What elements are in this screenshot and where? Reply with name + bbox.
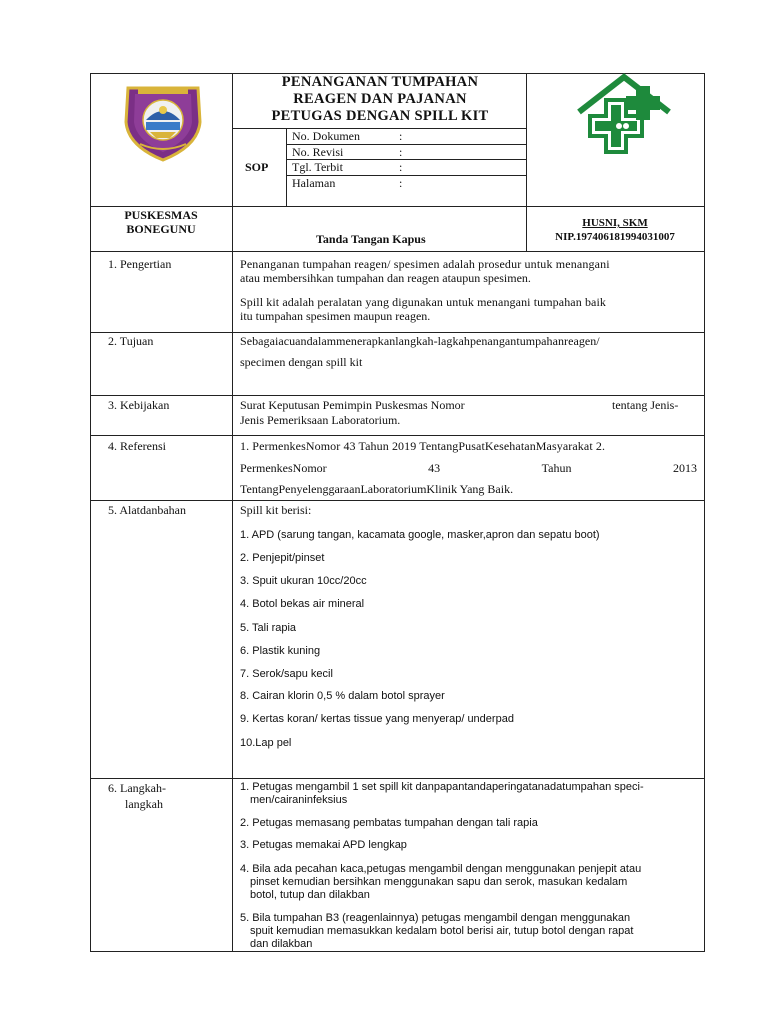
meta-label-halaman: Halaman	[292, 176, 336, 190]
row-divider-tujuan	[90, 395, 704, 396]
head-nip: NIP.197406181994031007	[555, 231, 675, 243]
section-label-langkah-2: langkah	[125, 797, 163, 811]
row-divider-alat	[90, 778, 704, 779]
referensi-line-2-part-1: PermenkesNomor	[240, 461, 327, 475]
meta-value-tgl-terbit: :	[399, 160, 403, 174]
institution-line-2: BONEGUNU	[126, 222, 196, 236]
referensi-line-2-part-3: Tahun	[541, 461, 572, 475]
table-border-left	[90, 73, 91, 952]
head-of-puskesmas	[528, 216, 702, 244]
alat-item: 8. Cairan klorin 0,5 % dalam botol sprayer	[240, 690, 445, 702]
kebijakan-line-1-right: tentang Jenis-	[612, 398, 679, 412]
langkah-step-line: 2. Petugas memasang pembatas tumpahan dengan tali rapia	[240, 817, 538, 829]
referensi-line-2-part-4: 2013	[672, 461, 697, 475]
table-border-bottom	[90, 951, 704, 952]
meta-value-no-revisi: :	[399, 145, 403, 159]
column-divider-main	[232, 73, 233, 952]
signature-label: Tanda Tangan Kapus	[316, 232, 426, 246]
crest-shield-icon	[120, 80, 206, 164]
sop-label: SOP	[245, 160, 269, 174]
alat-item: 9. Kertas koran/ kertas tissue yang menyerap/ underpad	[240, 713, 514, 725]
row-divider-institution	[90, 251, 704, 252]
meta-sop-divider	[286, 128, 287, 206]
head-name: HUSNI, SKM	[582, 217, 648, 229]
referensi-line-1: 1. PermenkesNomor 43 Tahun 2019 TentangPusatKesehatanMasyarakat 2.	[240, 439, 606, 453]
row-divider-referensi	[90, 500, 704, 501]
institution-line-1: PUSKESMAS	[124, 208, 198, 222]
langkah-step-line: botol, tutup dan dilakban	[250, 889, 370, 901]
section-label-pengertian: 1. Pengertian	[108, 257, 172, 271]
langkah-step-line: men/cairaninfeksius	[250, 794, 348, 806]
alat-intro: Spill kit berisi:	[240, 503, 312, 517]
langkah-step-line: spuit kemudian memasukkan kedalam botol berisi air, tutup botol dengan rapat	[250, 925, 634, 937]
alat-item: 5. Tali rapia	[240, 622, 297, 634]
regency-crest-logo	[120, 80, 206, 164]
meta-label-no-dokumen: No. Dokumen	[292, 129, 360, 143]
referensi-line-2	[240, 461, 697, 475]
institution-name	[92, 208, 230, 236]
alat-item: 4. Botol bekas air mineral	[240, 598, 365, 610]
langkah-step-line: pinset kemudian bersihkan menggunakan sapu dan serok, masukan kedalam	[250, 876, 628, 888]
alat-item: 3. Spuit ukuran 10cc/20cc	[240, 575, 367, 587]
langkah-step-line: 1. Petugas mengambil 1 set spill kit danpapantandaperingatanadatumpahan speci-	[240, 781, 644, 793]
title-line-2: REAGEN DAN PAJANAN	[293, 91, 467, 107]
section-label-alat: 5. Alatdanbahan	[108, 503, 186, 517]
pengertian-p1-line-2: atau membersihkan tumpahan dan reagen ataupun spesimen.	[240, 271, 531, 285]
kebijakan-line-2: Jenis Pemeriksaan Laboratorium.	[240, 413, 401, 427]
alat-item: 1. APD (sarung tangan, kacamata google, masker,apron dan sepatu boot)	[240, 529, 600, 541]
referensi-line-2-part-2: 43	[428, 461, 441, 475]
section-label-langkah-1: 6. Langkah-	[108, 781, 166, 795]
document-title	[238, 74, 522, 125]
pengertian-p1-line-1-text: Penanganan tumpahan reagen/ spesimen adalah prosedur untuk menangani	[240, 257, 610, 271]
row-divider-pengertian	[90, 332, 704, 333]
langkah-step-line: 4. Bila ada pecahan kaca,petugas mengambil dengan menggunakan penjepit atau	[240, 863, 642, 875]
title-line-3: PETUGAS DENGAN SPILL KIT	[271, 108, 489, 124]
langkah-step-line: 5. Bila tumpahan B3 (reagenlainnya) petugas mengambil dengan menggunakan	[240, 912, 631, 924]
meta-label-tgl-terbit: Tgl. Terbit	[292, 160, 343, 174]
langkah-step-line: dan dilakban	[250, 938, 313, 950]
green-cross-icon	[574, 72, 680, 158]
alat-item: 6. Plastik kuning	[240, 645, 321, 657]
puskesmas-green-cross-logo	[574, 72, 680, 158]
kebijakan-line-1-left: Surat Keputusan Pemimpin Puskesmas Nomor	[240, 398, 465, 412]
meta-value-halaman: :	[399, 176, 403, 190]
meta-value-no-dokumen: :	[399, 129, 403, 143]
title-line-1: PENANGANAN TUMPAHAN	[281, 74, 479, 90]
section-label-kebijakan: 3. Kebijakan	[108, 398, 170, 412]
alat-item: 2. Penjepit/pinset	[240, 552, 325, 564]
table-border-right	[704, 73, 705, 952]
pengertian-p1-line-1	[240, 257, 697, 271]
column-divider-right	[526, 73, 527, 252]
alat-item: 10.Lap pel	[240, 737, 292, 749]
meta-line-top	[232, 128, 526, 129]
referensi-line-3: TentangPenyelenggaraanLaboratoriumKlinik Yang Baik.	[240, 482, 514, 496]
tujuan-line-1: Sebagaiacuandalammenerapkanlangkah-lagkahpenangantumpahanreagen/	[240, 334, 600, 348]
row-divider-header	[90, 206, 704, 207]
meta-label-no-revisi: No. Revisi	[292, 145, 344, 159]
section-label-referensi: 4. Referensi	[108, 439, 166, 453]
tujuan-line-2: specimen dengan spill kit	[240, 355, 363, 369]
pengertian-p2-line-2: itu tumpahan spesimen maupun reagen.	[240, 309, 431, 323]
pengertian-p2-line-1: Spill kit adalah peralatan yang digunakan untuk menangani tumpahan baik	[240, 295, 606, 309]
alat-item: 7. Serok/sapu kecil	[240, 668, 333, 680]
langkah-step-line: 3. Petugas memakai APD lengkap	[240, 839, 407, 851]
section-label-tujuan: 2. Tujuan	[108, 334, 154, 348]
row-divider-kebijakan	[90, 435, 704, 436]
